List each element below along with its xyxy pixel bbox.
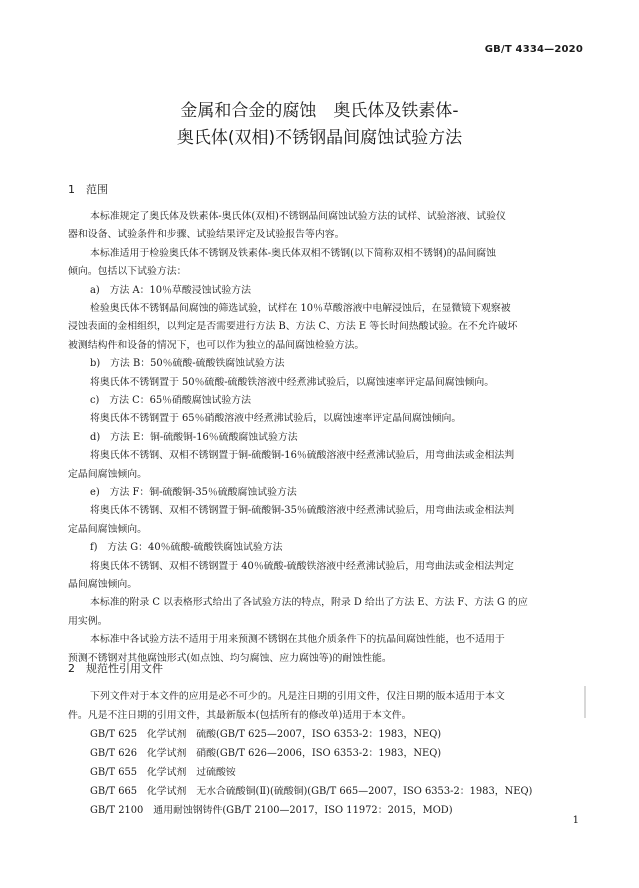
margin-change-bar — [584, 686, 586, 718]
list-item-label: c) 方法 C：65％硝酸腐蚀试验方法 — [90, 395, 252, 406]
standard-number: GB/T 4334—2020 — [484, 44, 583, 55]
paragraph-line: 件。凡是不注日期的引用文件，其最新版本(包括所有的修改单)适用于本文件。 — [68, 710, 412, 721]
paragraph-line: 将奥氏体不锈钢、双相不锈钢置于铜-硫酸铜-35％硫酸溶液中经煮沸试验后，用弯曲法或金相法判 — [90, 505, 515, 516]
list-item-label: d) 方法 E：铜-硫酸铜-16％硫酸腐蚀试验方法 — [90, 432, 298, 443]
paragraph-line: 检验奥氏体不锈钢晶间腐蚀的筛选试验，试样在 10％草酸溶液中电解浸蚀后，在显微镜下观察被 — [90, 303, 511, 314]
paragraph-line: 将奥氏体不锈钢置于 65％硝酸溶液中经煮沸试验后，以腐蚀速率评定晶间腐蚀倾向。 — [90, 413, 462, 424]
paragraph-line: 下列文件对于本文件的应用是必不可少的。凡是注日期的引用文件，仅注日期的版本适用于本文 — [90, 691, 505, 702]
title-line-2: 奥氏体(双相)不锈钢晶间腐蚀试验方法 — [176, 128, 463, 148]
paragraph-line: 将奥氏体不锈钢、双相不锈钢置于铜-硫酸铜-16％硫酸溶液中经煮沸试验后，用弯曲法或金相法判 — [90, 450, 515, 461]
paragraph-line: 倾向。包括以下试验方法： — [68, 266, 187, 277]
paragraph-line: 本标准规定了奥氏体及铁素体-奥氏体(双相)不锈钢晶间腐蚀试验方法的试样、试验溶液、试验仪 — [90, 211, 506, 222]
page-number: 1 — [572, 815, 579, 826]
paragraph-line: 本标准中各试验方法不适用于用来预测不锈钢在其他介质条件下的抗晶间腐蚀性能，也不适用于 — [90, 634, 505, 645]
list-item-label: e) 方法 F：铜-硫酸铜-35％硫酸腐蚀试验方法 — [90, 487, 297, 498]
reference-item: GB/T 655 化学试剂 过硫酸铵 — [90, 767, 236, 778]
paragraph-line: 用实例。 — [68, 616, 108, 627]
document-title — [0, 98, 639, 152]
paragraph-line: 将奥氏体不锈钢置于 50％硫酸-硫酸铁溶液中经煮沸试验后，以腐蚀速率评定晶间腐蚀倾向。 — [90, 377, 495, 388]
paragraph-line: 被测结构件和设备的情况下，也可以作为独立的晶间腐蚀检验方法。 — [68, 340, 365, 351]
list-item-label: a) 方法 A：10％草酸浸蚀试验方法 — [90, 285, 251, 296]
section-number: 1 — [68, 183, 75, 196]
reference-item: GB/T 2100 通用耐蚀钢铸件(GB/T 2100—2017，ISO 11972：2015，MOD) — [90, 805, 453, 816]
paragraph-line: 器和设备、试验条件和步骤、试验结果评定及试验报告等内容。 — [68, 229, 345, 240]
paragraph-line: 本标准适用于检验奥氏体不锈钢及铁素体-奥氏体双相不锈钢(以下简称双相不锈钢)的晶间腐蚀 — [90, 248, 497, 259]
section-2-heading — [68, 660, 163, 676]
paragraph-line: 浸蚀表面的金相组织，以判定是否需要进行方法 B、方法 C、方法 E 等长时间热酸试验。在不允许破坏 — [68, 321, 518, 332]
paragraph-line: 本标准的附录 C 以表格形式给出了各试验方法的特点，附录 D 给出了方法 E、方法 F、方法 G 的应 — [90, 597, 528, 608]
reference-item: GB/T 665 化学试剂 无水合硫酸铜(Ⅱ)(硫酸铜)(GB/T 665—2007，ISO 6353-2：1983，NEQ) — [90, 786, 533, 797]
section-title: 规范性引用文件 — [86, 662, 163, 675]
reference-item: GB/T 625 化学试剂 硫酸(GB/T 625—2007，ISO 6353-2：1983，NEQ) — [90, 729, 442, 740]
paragraph-line: 定晶间腐蚀倾向。 — [68, 524, 148, 535]
reference-item: GB/T 626 化学试剂 硝酸(GB/T 626—2006，ISO 6353-2：1983，NEQ) — [90, 748, 442, 759]
list-item-label: b) 方法 B：50％硫酸-硫酸铁腐蚀试验方法 — [90, 358, 285, 369]
paragraph-line: 晶间腐蚀倾向。 — [68, 579, 138, 590]
list-item-label: f) 方法 G：40％硫酸-硫酸铁腐蚀试验方法 — [90, 542, 283, 553]
title-line-1: 金属和合金的腐蚀 奥氏体及铁素体- — [180, 101, 459, 121]
paragraph-line: 预测不锈钢对其他腐蚀形式(如点蚀、均匀腐蚀、应力腐蚀等)的耐蚀性能。 — [68, 653, 392, 664]
section-number: 2 — [68, 662, 75, 675]
section-1-heading — [68, 181, 108, 197]
paragraph-line: 将奥氏体不锈钢、双相不锈钢置于 40％硫酸-硫酸铁溶液中经煮沸试验后，用弯曲法或金相法判定 — [90, 561, 514, 572]
section-title: 范围 — [86, 183, 108, 196]
paragraph-line: 定晶间腐蚀倾向。 — [68, 469, 148, 480]
